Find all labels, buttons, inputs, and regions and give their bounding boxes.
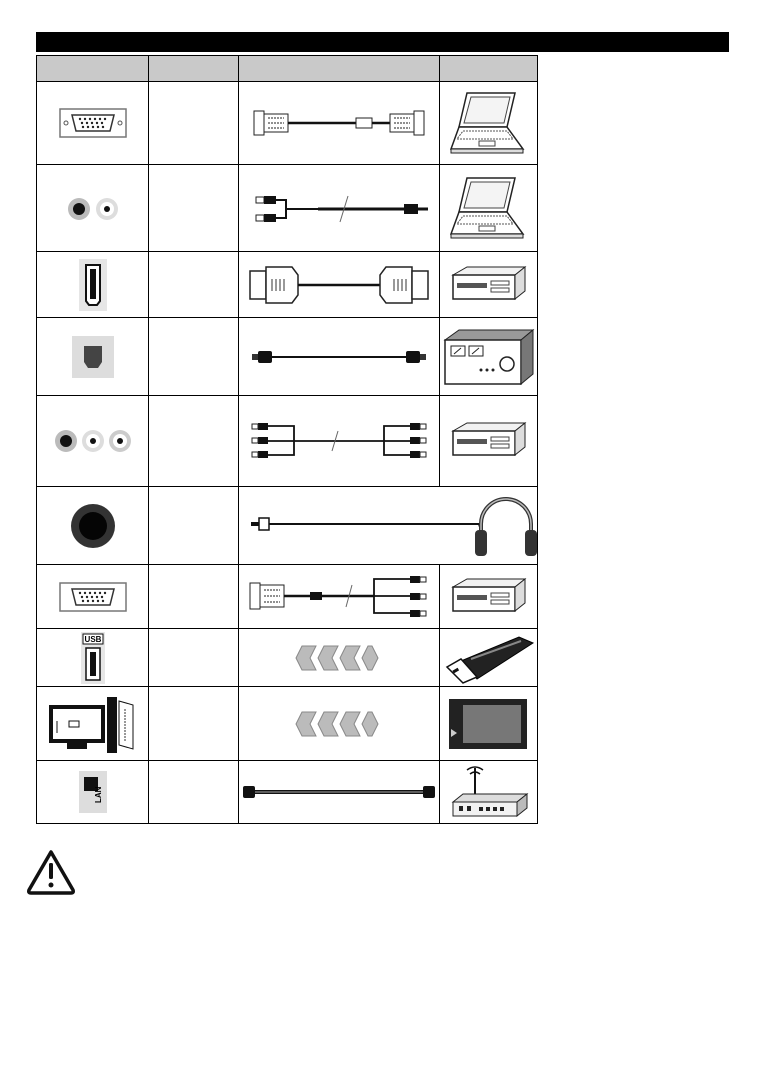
device-cell (439, 252, 537, 318)
type-cell (149, 761, 239, 824)
device-cell (439, 687, 537, 761)
table-row (37, 629, 538, 687)
table-row (37, 761, 538, 824)
type-cell (149, 165, 239, 252)
usb-label: USB (84, 634, 101, 644)
hdmi-cable-icon (244, 257, 434, 313)
vga-port-icon (58, 580, 128, 614)
component-rca-port-icon (48, 421, 138, 461)
type-cell (149, 629, 239, 687)
optical-cable-icon (244, 342, 434, 372)
device-cell (439, 565, 537, 629)
insert-arrows-icon (294, 709, 384, 739)
device-cell (439, 629, 537, 687)
rca-to-jack-cable-icon (244, 178, 434, 238)
cable-cell (239, 82, 440, 165)
cable-cell (239, 252, 440, 318)
insert-arrows-icon (294, 643, 384, 673)
cable-cell (239, 487, 538, 565)
cam-module-icon (445, 693, 531, 755)
table-row (37, 396, 538, 487)
port-cell (37, 629, 149, 687)
port-cell (37, 165, 149, 252)
ethernet-cable-icon (241, 777, 437, 807)
vga-to-rca-cable-icon (244, 569, 434, 625)
dvd-player-icon (445, 261, 531, 309)
connections-table (36, 55, 538, 824)
header-bar (36, 32, 729, 52)
usb-port-icon (73, 630, 113, 686)
headphone-cable-icon (247, 490, 537, 562)
laptop-icon (445, 87, 531, 159)
device-cell (439, 165, 537, 252)
audio-rca-port-icon (58, 188, 128, 228)
table-row (37, 82, 538, 165)
type-cell (149, 565, 239, 629)
type-cell (149, 687, 239, 761)
port-cell (37, 396, 149, 487)
type-cell (149, 82, 239, 165)
column-header-device (439, 56, 537, 82)
tv-ci-slot-icon (45, 693, 141, 755)
lan-port-icon (73, 767, 113, 817)
vga-cable-icon (244, 98, 434, 148)
port-cell (37, 761, 149, 824)
cable-cell (239, 318, 440, 396)
component-cable-icon (244, 411, 434, 471)
table-row (37, 165, 538, 252)
cable-cell (239, 396, 440, 487)
table-row (37, 252, 538, 318)
headphones-icon (475, 499, 537, 556)
port-cell (37, 565, 149, 629)
table-row (37, 565, 538, 629)
column-header-connector (37, 56, 149, 82)
cable-cell (239, 565, 440, 629)
amplifier-icon (441, 324, 535, 390)
device-cell (439, 82, 537, 165)
lan-label: LAN (93, 786, 103, 803)
usb-stick-icon (441, 631, 535, 685)
vga-port-icon (58, 106, 128, 140)
laptop-icon (445, 172, 531, 244)
type-cell (149, 396, 239, 487)
table-row (37, 487, 538, 565)
type-cell (149, 252, 239, 318)
column-header-cable (239, 56, 440, 82)
cable-cell (239, 687, 440, 761)
port-cell (37, 82, 149, 165)
table-row (37, 687, 538, 761)
dvd-player-icon (445, 417, 531, 465)
port-cell (37, 487, 149, 565)
headphone-jack-icon (63, 496, 123, 556)
dvd-player-icon (445, 573, 531, 621)
port-cell (37, 318, 149, 396)
device-cell (439, 761, 537, 824)
column-header-type (149, 56, 239, 82)
device-cell (439, 396, 537, 487)
warning-triangle-icon (25, 848, 77, 896)
optical-port-icon (68, 332, 118, 382)
cable-cell (239, 165, 440, 252)
table-row (37, 318, 538, 396)
table-header-row (37, 56, 538, 82)
type-cell (149, 318, 239, 396)
router-icon (445, 762, 531, 822)
cable-cell (239, 629, 440, 687)
port-cell (37, 252, 149, 318)
hdmi-port-icon (73, 257, 113, 313)
cable-cell (239, 761, 440, 824)
port-cell (37, 687, 149, 761)
type-cell (149, 487, 239, 565)
device-cell (439, 318, 537, 396)
